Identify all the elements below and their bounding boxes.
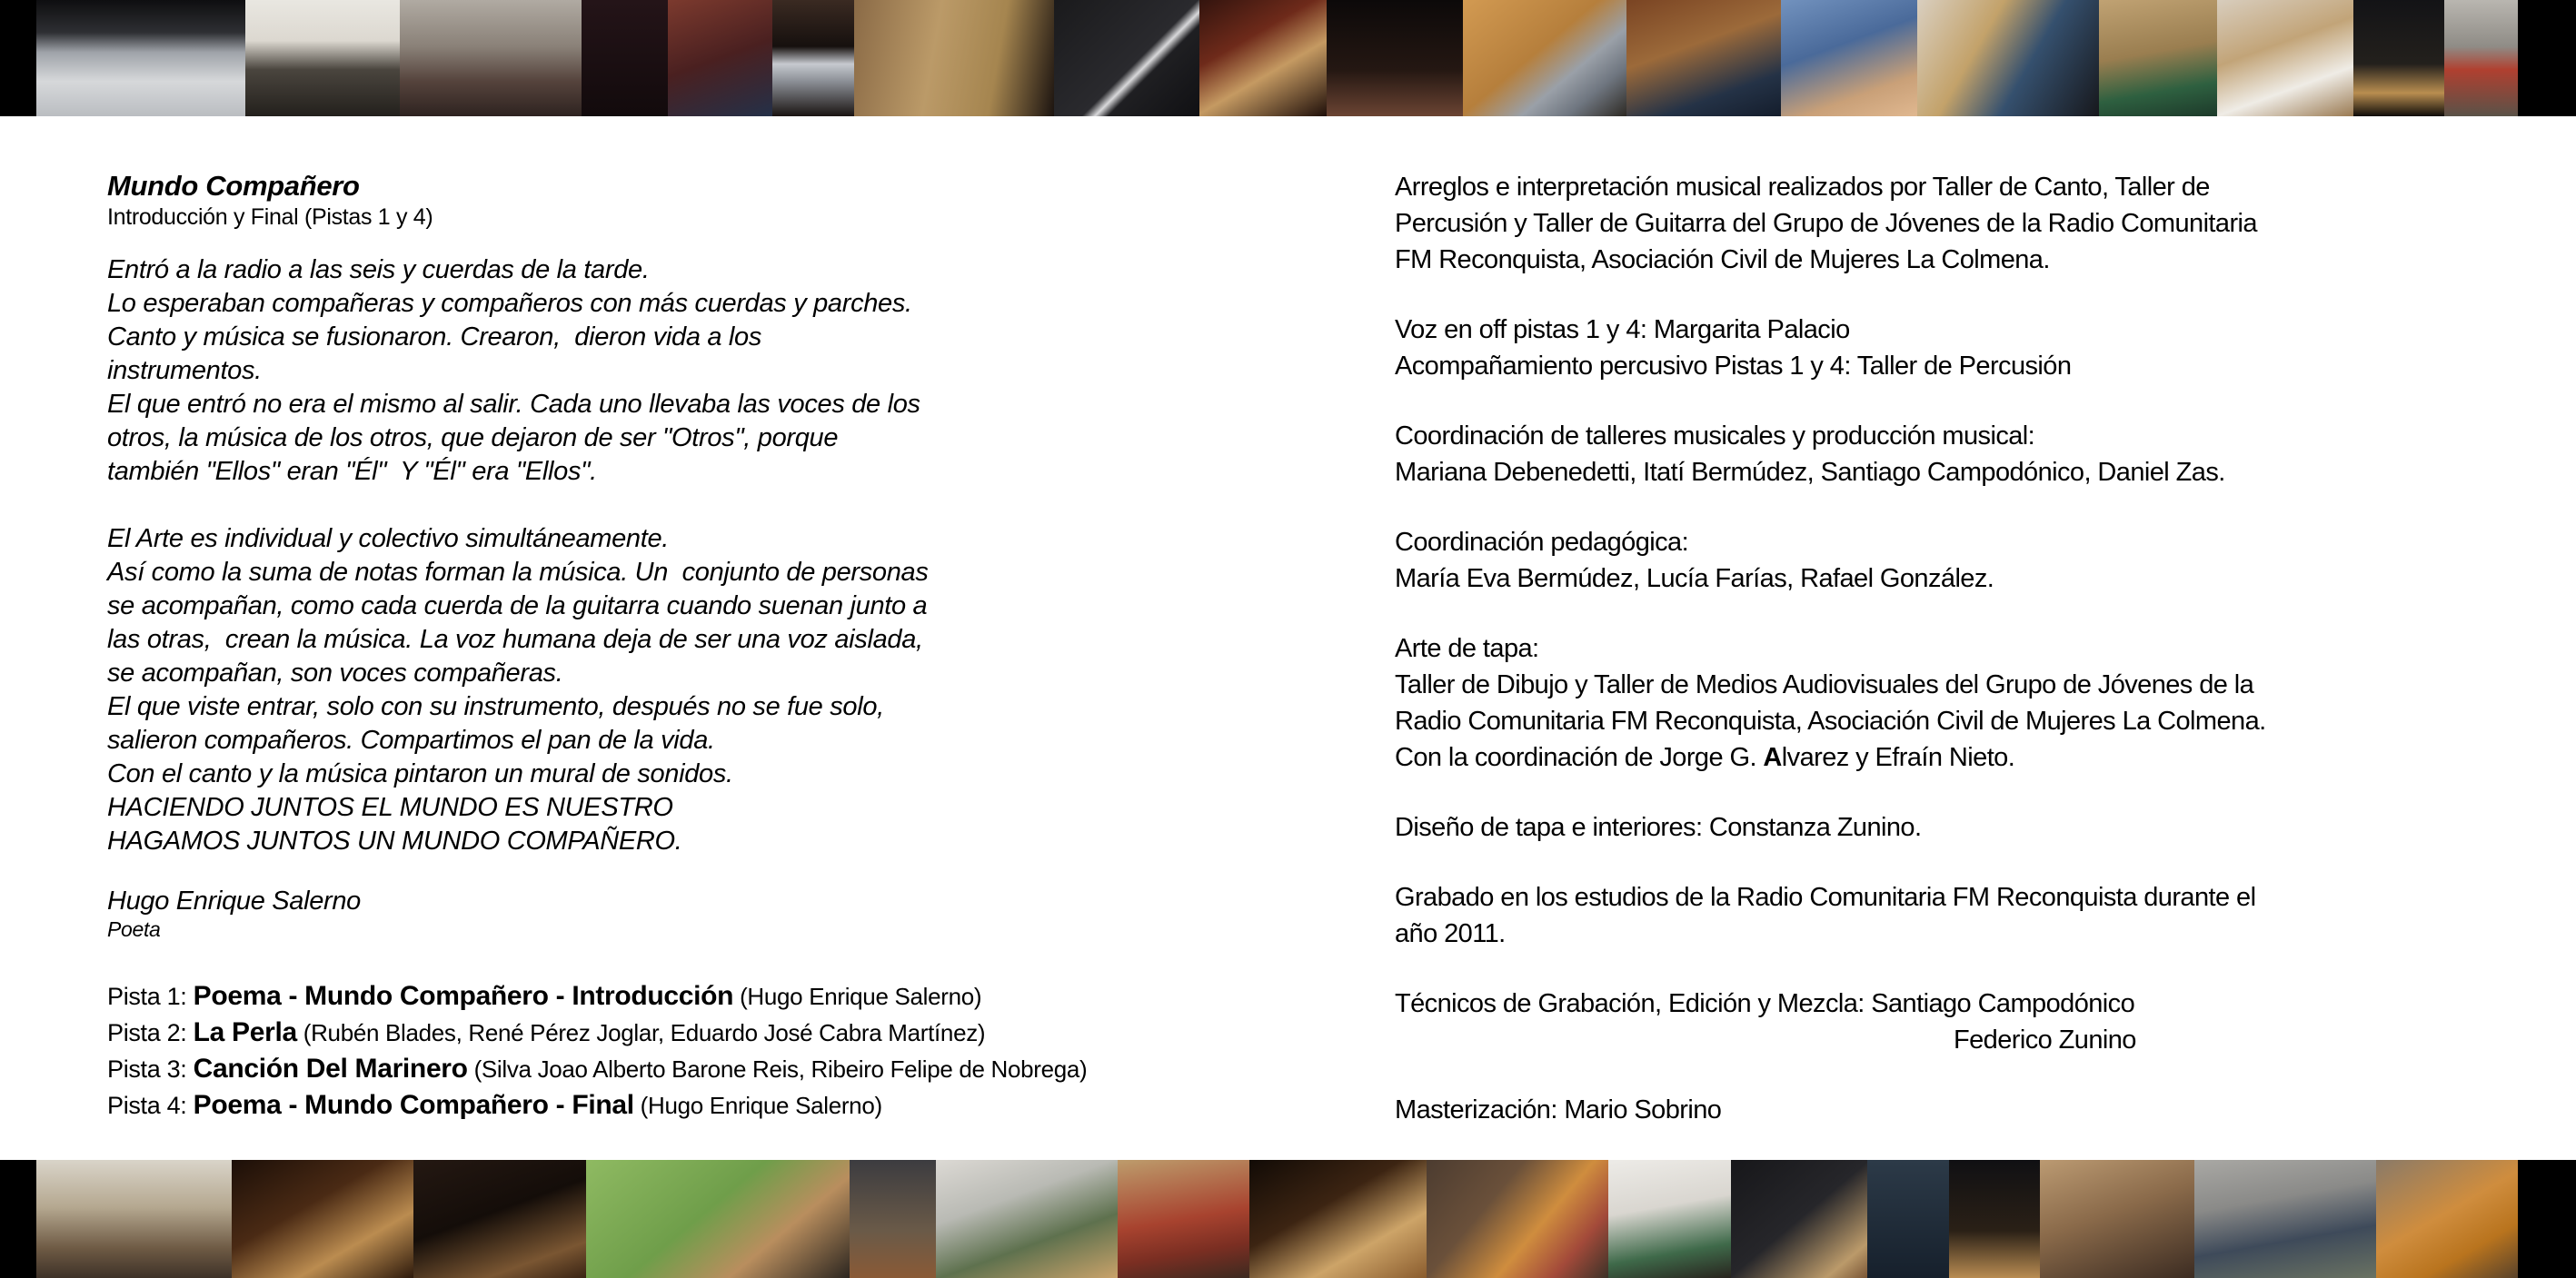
credit-technicians <box>1395 986 2531 1058</box>
album-title: Mundo Compañero <box>107 170 360 202</box>
photo-thumbnail <box>1626 0 1781 116</box>
photo-strip-bottom <box>0 1160 2576 1278</box>
credit-line: Técnicos de Grabación, Edición y Mezcla: Santiago Campodónico <box>1395 989 2135 1018</box>
photo-thumbnail <box>1867 1160 1949 1278</box>
photo-strip-top <box>0 0 2576 116</box>
poem-line: HAGAMOS JUNTOS UN MUNDO COMPAÑERO. <box>107 827 682 856</box>
track-number: Pista 1: <box>107 983 194 1010</box>
track-list <box>107 978 1288 1124</box>
poem-line: Canto y música se fusionaron. Crearon, dieron vida a los <box>107 322 762 352</box>
photo-thumbnail <box>854 0 1054 116</box>
track-row <box>107 978 1288 1015</box>
right-page-credits <box>1395 169 2531 1162</box>
poem-line: HACIENDO JUNTOS EL MUNDO ES NUESTRO <box>107 793 673 822</box>
credit-line <box>1395 739 2531 776</box>
poem-line: salieron compañeros. Compartimos el pan de la vida. <box>107 726 715 755</box>
track-credit: (Hugo Enrique Salerno) <box>733 983 982 1010</box>
photo-thumbnail <box>2353 0 2444 116</box>
poem-author-block <box>107 886 1288 942</box>
poem-line: El que viste entrar, solo con su instrumento, después no se fue solo, <box>107 692 884 721</box>
track-title: La Perla <box>193 1017 297 1047</box>
credit-cover-art <box>1395 630 2531 776</box>
photo-thumbnail <box>1427 1160 1608 1278</box>
poem-line: Así como la suma de notas forman la música. Un conjunto de personas <box>107 558 929 587</box>
photo-thumbnail <box>232 1160 413 1278</box>
poem-author-role: Poeta <box>107 917 161 941</box>
poem-line: El que entró no era el mismo al salir. Cada uno llevaba las voces de los <box>107 390 920 419</box>
poem-stanza-1 <box>107 253 1288 489</box>
credit-line: año 2011. <box>1395 919 1506 948</box>
photo-thumbnail <box>772 0 854 116</box>
credit-line: Coordinación de talleres musicales y producción musical: <box>1395 421 2035 451</box>
track-number: Pista 4: <box>107 1092 194 1119</box>
credit-line: Mariana Debenedetti, Itatí Bermúdez, Santiago Campodónico, Daniel Zas. <box>1395 458 2225 487</box>
photo-thumbnail <box>2099 0 2217 116</box>
photo-thumbnail <box>2217 0 2353 116</box>
photo-thumbnail <box>586 1160 850 1278</box>
track-row <box>107 1015 1288 1051</box>
photo-thumbnail <box>850 1160 936 1278</box>
photo-thumbnail <box>1917 0 2099 116</box>
photo-thumbnail <box>1949 1160 2040 1278</box>
photo-thumbnail <box>1731 1160 1867 1278</box>
poem-line: también "Ellos" eran "Él" Y "Él" era "Ellos". <box>107 457 597 486</box>
track-number: Pista 3: <box>107 1055 194 1083</box>
credit-line: Masterización: Mario Sobrino <box>1395 1095 1722 1124</box>
credit-line: Radio Comunitaria FM Reconquista, Asociación Civil de Mujeres La Colmena. <box>1395 707 2266 736</box>
poem-line: las otras, crean la música. La voz humana deja de ser una voz aislada, <box>107 625 923 654</box>
photo-thumbnail <box>1327 0 1463 116</box>
poem-line: se acompañan, son voces compañeras. <box>107 659 563 688</box>
credit-text: lvarez y Efraín Nieto. <box>1781 743 2015 772</box>
credit-line: Arte de tapa: <box>1395 634 1539 663</box>
photo-thumbnail <box>413 1160 586 1278</box>
photo-thumbnail <box>36 1160 232 1278</box>
photo-thumbnail <box>1054 0 1199 116</box>
credit-recording <box>1395 879 2531 952</box>
poem-stanza-2 <box>107 522 1288 858</box>
track-credit: (Silva Joao Alberto Barone Reis, Ribeiro Felipe de Nobrega) <box>467 1055 1088 1083</box>
track-number: Pista 2: <box>107 1019 194 1046</box>
poem-line: Lo esperaban compañeras y compañeros con más cuerdas y parches. <box>107 289 912 318</box>
credit-pedagogical-coordination <box>1395 524 2531 597</box>
poem-line: Entró a la radio a las seis y cuerdas de la tarde. <box>107 255 650 284</box>
credit-line: Voz en off pistas 1 y 4: Margarita Palacio <box>1395 315 1850 344</box>
credit-line: María Eva Bermúdez, Lucía Farías, Rafael González. <box>1395 564 1994 593</box>
poem-line: Con el canto y la música pintaron un mural de sonidos. <box>107 759 733 788</box>
credit-line: FM Reconquista, Asociación Civil de Mujeres La Colmena. <box>1395 245 2050 274</box>
track-title: Poema - Mundo Compañero - Final <box>193 1090 634 1120</box>
photo-thumbnail <box>1608 1160 1731 1278</box>
photo-thumbnail <box>582 0 668 116</box>
photo-thumbnail <box>2040 1160 2194 1278</box>
credit-line: Diseño de tapa e interiores: Constanza Zunino. <box>1395 813 1922 842</box>
credit-musical-coordination <box>1395 418 2531 490</box>
photo-thumbnail <box>2376 1160 2518 1278</box>
credit-line: Arreglos e interpretación musical realizados por Taller de Canto, Taller de <box>1395 173 2210 202</box>
poem-line: instrumentos. <box>107 356 262 385</box>
photo-thumbnail <box>1118 1160 1249 1278</box>
track-title: Poema - Mundo Compañero - Introducción <box>193 981 734 1011</box>
credit-line: Taller de Dibujo y Taller de Medios Audiovisuales del Grupo de Jóvenes de la <box>1395 670 2254 699</box>
credit-design <box>1395 809 2531 846</box>
credit-voice <box>1395 312 2531 384</box>
photo-strip-top-photos <box>36 0 2518 116</box>
credit-line: Federico Zunino <box>1954 1025 2136 1055</box>
photo-thumbnail <box>936 1160 1118 1278</box>
photo-thumbnail <box>2444 0 2518 116</box>
photo-thumbnail <box>245 0 400 116</box>
track-title: Canción Del Marinero <box>193 1054 468 1084</box>
poem-line: otros, la música de los otros, que dejaron de ser "Otros", porque <box>107 423 839 452</box>
photo-thumbnail <box>2194 1160 2376 1278</box>
credit-line: Percusión y Taller de Guitarra del Grupo de Jóvenes de la Radio Comunitaria <box>1395 209 2257 238</box>
poem-line: El Arte es individual y colectivo simultáneamente. <box>107 524 670 553</box>
credit-line: Grabado en los estudios de la Radio Comunitaria FM Reconquista durante el <box>1395 883 2256 912</box>
photo-thumbnail <box>1463 0 1626 116</box>
credit-arrangements <box>1395 169 2531 278</box>
credit-line: Coordinación pedagógica: <box>1395 528 1689 557</box>
credit-mastering <box>1395 1092 2531 1128</box>
photo-thumbnail <box>36 0 245 116</box>
track-row <box>107 1087 1288 1124</box>
album-subtitle: Introducción y Final (Pistas 1 y 4) <box>107 204 433 230</box>
track-credit: (Rubén Blades, René Pérez Joglar, Eduardo José Cabra Martínez) <box>296 1019 986 1046</box>
photo-thumbnail <box>668 0 772 116</box>
track-credit: (Hugo Enrique Salerno) <box>633 1092 882 1119</box>
photo-thumbnail <box>400 0 582 116</box>
photo-thumbnail <box>1249 1160 1427 1278</box>
photo-strip-bottom-photos <box>36 1160 2518 1278</box>
credit-text-bold: A <box>1763 743 1782 772</box>
poem-author: Hugo Enrique Salerno <box>107 887 361 916</box>
credit-line: Acompañamiento percusivo Pistas 1 y 4: Taller de Percusión <box>1395 352 2072 381</box>
credit-text: Con la coordinación de Jorge G. <box>1395 743 1764 772</box>
photo-thumbnail <box>1199 0 1327 116</box>
left-page <box>107 169 1288 1124</box>
photo-thumbnail <box>1781 0 1917 116</box>
poem-line: se acompañan, como cada cuerda de la guitarra cuando suenan junto a <box>107 591 928 620</box>
track-row <box>107 1051 1288 1087</box>
